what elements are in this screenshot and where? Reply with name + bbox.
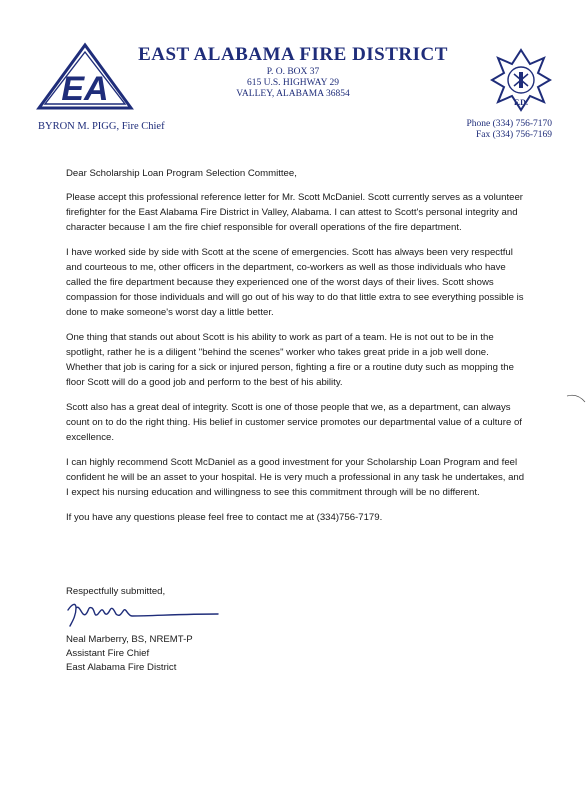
fax-number: Fax (334) 756-7169 xyxy=(476,130,552,140)
signature-block xyxy=(66,633,193,675)
signer-name: Neal Marberry, BS, NREMT-P xyxy=(66,634,193,645)
address-line: VALLEY, ALABAMA 36854 xyxy=(236,89,350,99)
letter-paragraph: One thing that stands out about Scott is his ability to work as part of a team. He is not out to be in the spotlight, rather he is a diligent "behind the scenes" worker who takes great pride in a job well done. Whether that job is caring for a sick or injured person, fighting a fire or a routine duty such as mopping the floor Scott will do a good job and perform to the best of his ability. xyxy=(66,332,514,388)
letter-paragraph: If you have any questions please feel free to contact me at (334)756-7179. xyxy=(66,512,383,523)
letter-body xyxy=(66,166,526,535)
address-line: P. O. BOX 37 xyxy=(266,67,320,77)
handwritten-signature xyxy=(62,596,222,632)
logo-text: EA xyxy=(61,70,109,108)
salutation: Dear Scholarship Loan Program Selection Committee, xyxy=(66,168,297,179)
page-edge-mark xyxy=(566,392,586,404)
letter-paragraph: Please accept this professional reference letter for Mr. Scott McDaniel. Scott currently serves as a volunteer firefighter for the East Alabama Fire District in Valley, Alabama. I can attest to Scott's personal integrity and character because I am the fire chief responsible for overall operations of the fire department. xyxy=(66,192,523,233)
signer-organization: East Alabama Fire District xyxy=(66,662,177,673)
maltese-cross-emblem xyxy=(490,48,552,112)
emblem-text: F.D. xyxy=(514,98,528,107)
letter-paragraph: I have worked side by side with Scott at the scene of emergencies. Scott has always been very respectful and courteous to me, other officers in the department, co-workers as well as those individuals who have called the fire department because they experienced one of the worst days of their lives. Scott shows compassion for those individuals and will go out of his way to do that little extra to see everything possible is done to make someone's worst day a little better. xyxy=(66,247,524,318)
signer-title: Assistant Fire Chief xyxy=(66,648,150,659)
letter-paragraph: I can highly recommend Scott McDaniel as a good investment for your Scholarship Loan Program and feel confident he will be an asset to your hospital. He is very much a professional in any task he undertakes, and I expect his nursing education and willingness to see this commitment through will be no different. xyxy=(66,457,525,498)
fire-chief-line: BYRON M. PIGG, Fire Chief xyxy=(38,121,165,132)
address-line: 615 U.S. HIGHWAY 29 xyxy=(247,78,339,88)
closing: Respectfully submitted, xyxy=(66,586,166,597)
organization-title: EAST ALABAMA FIRE DISTRICT xyxy=(138,44,448,65)
letter-paragraph: Scott also has a great deal of integrity. Scott is one of those people that we, as a department, can always count on to do the right thing. His belief in customer service promotes our departmental value of a culture of excellence. xyxy=(66,402,522,443)
phone-number: Phone (334) 756-7170 xyxy=(466,119,552,129)
